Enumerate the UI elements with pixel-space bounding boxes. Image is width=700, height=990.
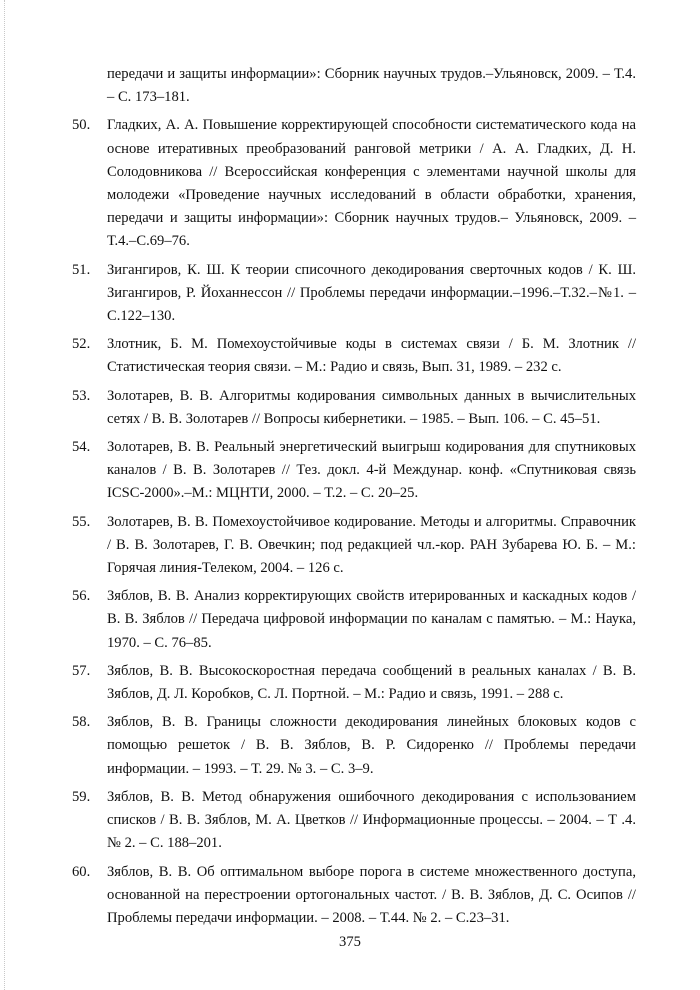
reference-number: 58.: [72, 714, 91, 731]
reference-item: [72, 861, 636, 931]
reference-item: [72, 585, 636, 655]
reference-text: Зяблов, В. В. Высокоскоростная передача сообщений в реальных каналах / В. В. Зяблов, Д. Л. Коробков, С. Л. Портной. – М.: Радио и связь, 1991. – 288 с.: [107, 662, 636, 703]
reference-text: Гладких, А. А. Повышение корректирующей способности систематического кода на основе итеративных преобразований ранговой метрики / А. А. Гладких, Д. Н. Солодовникова // Всероссийская конференция с элементами научной школы для молодежи «Проведение научных исследований в области обработки, хранения, передачи и защиты информации»: Сборник научных трудов.– Ульяновск, 2009. – Т.4.–С.69–76.: [107, 117, 636, 250]
reference-text: Зигангиров, К. Ш. К теории списочного декодирования сверточных кодов / К. Ш. Зигангиров, Р. Йоханнессон // Проблемы передачи информации.–1996.–Т.32.–№1. – С.122–130.: [107, 261, 636, 325]
reference-number: 54.: [72, 439, 91, 456]
page-number: 375: [339, 934, 361, 950]
reference-number: 59.: [72, 788, 91, 805]
reference-text: Зяблов, В. В. Анализ корректирующих свойств итерированных и каскадных кодов / В. В. Зяблов // Передача цифровой информации по каналам с памятью. – М.: Наука, 1970. – С. 76–85.: [107, 588, 636, 651]
reference-item: [72, 660, 636, 706]
reference-number: 60.: [72, 863, 91, 880]
page-edge-line: [4, 0, 5, 990]
reference-number: 56.: [72, 588, 91, 605]
reference-list: [72, 63, 636, 935]
reference-number: 52.: [72, 336, 91, 353]
reference-item: [72, 786, 636, 856]
reference-item: [72, 333, 636, 379]
reference-number: 50.: [72, 117, 91, 134]
reference-text: Зяблов, В. В. Об оптимальном выборе порога в системе множественного доступа, основанной на перестроении ортогональных частот. / В. В. Зяблов, Д. С. Осипов // Проблемы передачи информации. – 2008. – Т.44. № 2. – С.23–31.: [107, 863, 636, 926]
reference-text: Зяблов, В. В. Границы сложности декодирования линейных блоковых кодов с помощью решеток / В. В. Зяблов, В. Р. Сидоренко // Проблемы передачи информации. – 1993. – Т. 29. № 3. – С. 3–9.: [107, 714, 636, 777]
reference-item: [72, 711, 636, 781]
reference-number: 53.: [72, 387, 91, 404]
reference-text: Золотарев, В. В. Алгоритмы кодирования символьных данных в вычислительных сетях / В. В. Золотарев // Вопросы кибернетики. – 1985. – Вып. 106. – С. 45–51.: [107, 387, 636, 427]
reference-number: 51.: [72, 261, 91, 278]
reference-text: Золотарев, В. В. Помехоустойчивое кодирование. Методы и алгоритмы. Справочник / В. В. Золотарев, Г. В. Овечкин; под редакцией чл.-кор. РАН Зубарева Ю. Б. – М.: Горячая линия-Телеком, 2004. – 126 с.: [107, 513, 636, 577]
reference-item: [72, 114, 636, 253]
reference-text: Зяблов, В. В. Метод обнаружения ошибочного декодирования с использованием списков / В. В. Зяблов, М. А. Цветков // Информационные процессы. – 2004. – Т .4. № 2. – С. 188–201.: [107, 788, 636, 852]
reference-item: [72, 259, 636, 329]
reference-item: [72, 511, 636, 581]
reference-text: Золотарев, В. В. Реальный энергетический выигрыш кодирования для спутниковых каналов / В. В. Золотарев // Тез. докл. 4-й Междунар. конф. «Спутниковая связь ICSC-2000».–М.: МЦНТИ, 2000. – Т.2. – С. 20–25.: [107, 439, 636, 502]
reference-number: 57.: [72, 662, 91, 679]
reference-number: 55.: [72, 513, 91, 530]
reference-item: [72, 436, 636, 506]
reference-item: [72, 385, 636, 431]
reference-continuation: передачи и защиты информации»: Сборник научных трудов.–Ульяновск, 2009. – Т.4. – С. 173–181.: [107, 66, 636, 106]
reference-text: Злотник, Б. М. Помехоустойчивые коды в системах связи / Б. М. Злотник // Статистическая теория связи. – М.: Радио и связь, Вып. 31, 1989. – 232 с.: [107, 336, 636, 376]
